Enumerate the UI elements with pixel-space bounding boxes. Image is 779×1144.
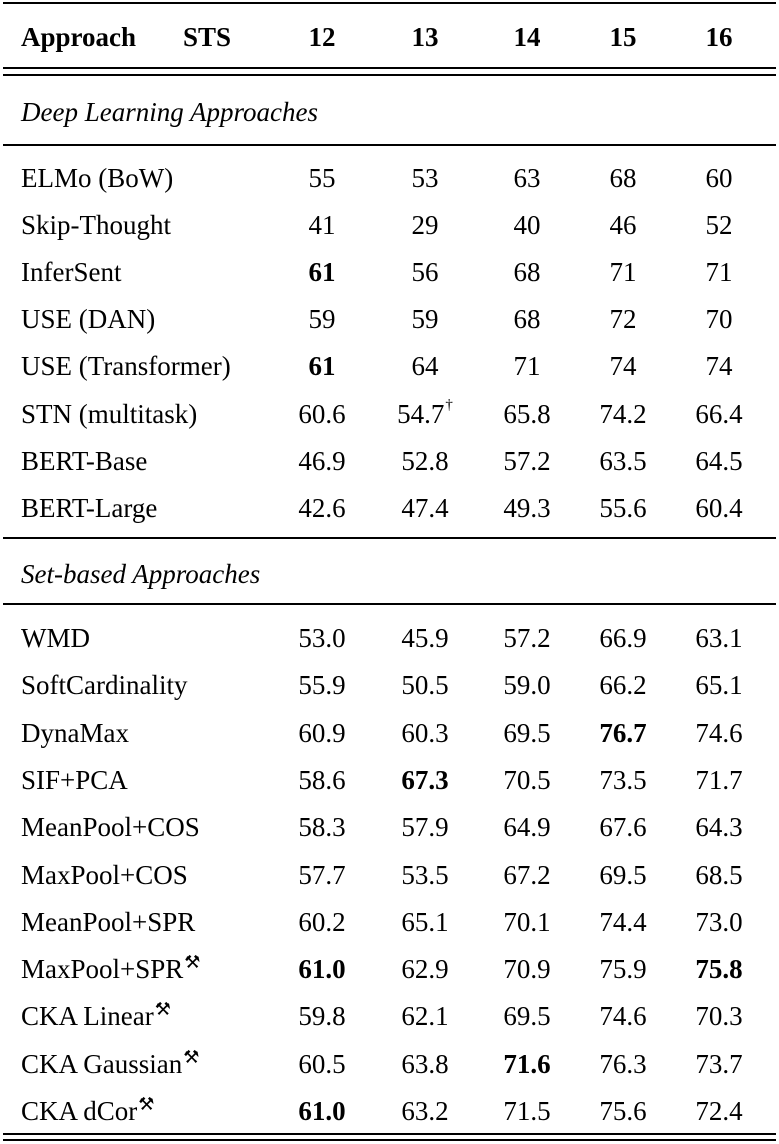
- score-value: 57.7: [298, 859, 346, 890]
- score-cell-sts16: [669, 807, 769, 847]
- approach-name-text: SoftCardinality: [21, 670, 188, 701]
- score-value: 56: [411, 257, 439, 288]
- approach-name-text: BERT-Base: [21, 445, 148, 476]
- score-cell-sts13: [375, 488, 475, 528]
- score-value: 62.9: [401, 954, 449, 985]
- score-cell-sts14: [477, 299, 577, 339]
- score-cell-sts13: [375, 1044, 475, 1084]
- score-value: 72.4: [695, 1096, 743, 1126]
- score-cell-sts12: [272, 252, 372, 292]
- table-row: [0, 996, 779, 1036]
- score-cell-sts14: [477, 346, 577, 386]
- score-value: 68.5: [695, 859, 743, 890]
- score-cell-sts14: [477, 855, 577, 895]
- score-value: 52: [705, 210, 733, 241]
- table-row: [0, 760, 779, 800]
- dagger-footnote-mark: †: [445, 396, 453, 413]
- score-cell-sts14: [477, 760, 577, 800]
- score-cell-sts13: [375, 1091, 475, 1131]
- score-cell-sts16: [669, 488, 769, 528]
- score-value: 61.0: [298, 954, 346, 985]
- score-value: 70.1: [503, 906, 551, 937]
- score-value: 61: [308, 351, 336, 382]
- score-value: 65.8: [503, 398, 551, 429]
- score-cell-sts14: [477, 949, 577, 989]
- bottom-double-rule-bottom: [3, 1139, 776, 1141]
- score-value: 59.0: [503, 670, 551, 701]
- approach-name-text: CKA dCor: [21, 1096, 138, 1126]
- score-value: 49.3: [503, 492, 551, 523]
- score-value: 68: [513, 304, 541, 335]
- score-value: 64: [411, 351, 439, 382]
- row-approach-name: [21, 760, 128, 800]
- score-cell-sts13: [375, 158, 475, 198]
- score-cell-sts12: [272, 949, 372, 989]
- row-approach-name: [21, 807, 200, 847]
- row-approach-name: [21, 488, 157, 528]
- row-approach-name: [21, 441, 147, 481]
- score-value: 63.1: [695, 623, 743, 653]
- table-row: [0, 618, 779, 658]
- score-cell-sts16: [669, 713, 769, 753]
- score-value: 41: [308, 210, 336, 241]
- row-approach-name: [21, 346, 231, 386]
- table-row: [0, 807, 779, 847]
- score-cell-sts13: [375, 665, 475, 705]
- score-cell-sts12: [272, 760, 372, 800]
- score-cell-sts15: [573, 346, 673, 386]
- score-cell-sts12: [272, 205, 372, 245]
- score-cell-sts15: [573, 713, 673, 753]
- score-cell-sts15: [573, 618, 673, 658]
- score-value: 60.4: [695, 492, 743, 523]
- score-value: 68: [609, 163, 637, 193]
- score-cell-sts15: [573, 158, 673, 198]
- table-row: [0, 1091, 779, 1131]
- score-value: 71: [705, 257, 733, 288]
- row-approach-name: [21, 949, 200, 989]
- score-value: 67.2: [503, 859, 551, 890]
- table-row: [0, 394, 779, 434]
- score-cell-sts14: [477, 713, 577, 753]
- score-value: 74: [609, 351, 637, 382]
- score-value: 65.1: [695, 670, 743, 701]
- score-value: 76.7: [599, 717, 647, 748]
- table-row: [0, 205, 779, 245]
- score-cell-sts13: [375, 807, 475, 847]
- score-cell-sts14: [477, 996, 577, 1036]
- score-value: 74.6: [599, 1001, 647, 1032]
- score-cell-sts13: [375, 713, 475, 753]
- approach-name-text: USE (Transformer): [21, 351, 231, 382]
- table-row: [0, 441, 779, 481]
- header-double-rule-top: [3, 67, 776, 69]
- score-cell-sts12: [272, 441, 372, 481]
- score-value: 52.8: [401, 445, 449, 476]
- score-value: 73.5: [599, 764, 647, 795]
- row-approach-name: [21, 902, 195, 942]
- score-value: 73.7: [695, 1048, 743, 1079]
- row-approach-name: [21, 1091, 154, 1131]
- score-cell-sts12: [272, 996, 372, 1036]
- header-double-rule-bottom: [3, 74, 776, 76]
- score-value: 66.9: [599, 623, 647, 653]
- approach-name-text: DynaMax: [21, 717, 129, 748]
- score-cell-sts13: [375, 855, 475, 895]
- section-title-deep-learning: Deep Learning Approaches: [21, 97, 318, 127]
- row-approach-name: [21, 713, 129, 753]
- score-cell-sts13: [375, 760, 475, 800]
- table-row: [0, 252, 779, 292]
- score-value: 54.7: [397, 398, 445, 429]
- score-value: 64.9: [503, 812, 551, 843]
- table-row: [0, 902, 779, 942]
- score-cell-sts15: [573, 488, 673, 528]
- approach-name-text: USE (DAN): [21, 304, 156, 335]
- score-value: 69.5: [503, 717, 551, 748]
- score-cell-sts16: [669, 441, 769, 481]
- score-value: 57.2: [503, 623, 551, 653]
- score-cell-sts15: [573, 252, 673, 292]
- score-cell-sts15: [573, 665, 673, 705]
- score-cell-sts14: [477, 252, 577, 292]
- score-value: 50.5: [401, 670, 449, 701]
- score-value: 67.6: [599, 812, 647, 843]
- score-cell-sts16: [669, 949, 769, 989]
- score-value: 66.2: [599, 670, 647, 701]
- score-value: 53: [411, 163, 439, 193]
- approach-name-text: ELMo (BoW): [21, 163, 174, 193]
- row-approach-name: [21, 665, 187, 705]
- score-value: 60.2: [298, 906, 346, 937]
- score-value: 74.4: [599, 906, 647, 937]
- score-value: 63.8: [401, 1048, 449, 1079]
- approach-name-text: SIF+PCA: [21, 764, 128, 795]
- score-cell-sts15: [573, 760, 673, 800]
- score-cell-sts12: [272, 618, 372, 658]
- score-cell-sts15: [573, 441, 673, 481]
- score-value: 42.6: [298, 492, 346, 523]
- table-row: [0, 713, 779, 753]
- score-value: 69.5: [599, 859, 647, 890]
- header-row: [0, 17, 779, 57]
- row-approach-name: [21, 618, 90, 658]
- score-value: 61.0: [298, 1096, 346, 1126]
- header-sts: STS: [183, 22, 232, 52]
- section-rule-set-based: [3, 603, 776, 605]
- table-row: [0, 665, 779, 705]
- score-value: 58.3: [298, 812, 346, 843]
- score-cell-sts16: [669, 665, 769, 705]
- score-cell-sts14: [477, 205, 577, 245]
- score-cell-sts14: [477, 488, 577, 528]
- section-separator-rule: [3, 537, 776, 539]
- score-cell-sts15: [573, 394, 673, 434]
- score-value: 59: [411, 304, 439, 335]
- header-col-16: 16: [705, 22, 733, 52]
- score-cell-sts13: [375, 394, 475, 434]
- approach-name-text: CKA Gaussian: [21, 1048, 183, 1079]
- score-value: 74: [705, 351, 733, 382]
- score-cell-sts14: [477, 618, 577, 658]
- score-cell-sts16: [669, 996, 769, 1036]
- score-cell-sts14: [477, 158, 577, 198]
- score-value: 70.5: [503, 764, 551, 795]
- score-cell-sts12: [272, 902, 372, 942]
- hammer-pick-icon: ⚒: [154, 999, 171, 1020]
- score-value: 58.6: [298, 764, 346, 795]
- header-col-12: 12: [308, 22, 336, 52]
- score-value: 45.9: [401, 623, 449, 653]
- score-value: 61: [308, 257, 336, 288]
- score-value: 29: [411, 210, 439, 241]
- score-cell-sts14: [477, 902, 577, 942]
- score-value: 53.5: [401, 859, 449, 890]
- score-cell-sts13: [375, 205, 475, 245]
- approach-name-text: MaxPool+COS: [21, 859, 188, 890]
- score-value: 60.5: [298, 1048, 346, 1079]
- hammer-pick-icon: ⚒: [184, 952, 201, 973]
- score-cell-sts13: [375, 949, 475, 989]
- score-cell-sts12: [272, 713, 372, 753]
- hammer-pick-icon: ⚒: [138, 1094, 155, 1114]
- score-cell-sts12: [272, 346, 372, 386]
- table-row: [0, 346, 779, 386]
- row-approach-name: [21, 299, 155, 339]
- score-value: 71.6: [503, 1048, 551, 1079]
- approach-name-text: WMD: [21, 623, 90, 653]
- score-value: 70.3: [695, 1001, 743, 1032]
- score-cell-sts14: [477, 665, 577, 705]
- score-cell-sts16: [669, 618, 769, 658]
- score-cell-sts14: [477, 441, 577, 481]
- header-col-13: 13: [411, 22, 439, 52]
- section-rule-deep-learning: [3, 144, 776, 146]
- score-cell-sts13: [375, 346, 475, 386]
- score-cell-sts16: [669, 252, 769, 292]
- score-cell-sts15: [573, 1044, 673, 1084]
- score-cell-sts12: [272, 855, 372, 895]
- score-cell-sts15: [573, 1091, 673, 1131]
- score-value: 55.9: [298, 670, 346, 701]
- score-value: 68: [513, 257, 541, 288]
- table-row: [0, 855, 779, 895]
- score-cell-sts13: [375, 902, 475, 942]
- score-value: 76.3: [599, 1048, 647, 1079]
- approach-name-text: MaxPool+SPR: [21, 954, 184, 985]
- score-cell-sts15: [573, 205, 673, 245]
- score-value: 71.5: [503, 1096, 551, 1126]
- score-value: 65.1: [401, 906, 449, 937]
- score-cell-sts14: [477, 1091, 577, 1131]
- score-value: 46.9: [298, 445, 346, 476]
- section-title-set-based: Set-based Approaches: [21, 559, 261, 589]
- score-cell-sts16: [669, 299, 769, 339]
- score-value: 67.3: [401, 764, 449, 795]
- score-value: 71: [609, 257, 637, 288]
- score-value: 75.8: [695, 954, 743, 985]
- score-cell-sts16: [669, 158, 769, 198]
- score-cell-sts13: [375, 252, 475, 292]
- score-cell-sts16: [669, 1091, 769, 1131]
- score-value: 71.7: [695, 764, 743, 795]
- score-cell-sts16: [669, 394, 769, 434]
- row-approach-name: [21, 1044, 199, 1084]
- score-cell-sts13: [375, 299, 475, 339]
- row-approach-name: [21, 158, 173, 198]
- approach-name-text: Skip-Thought: [21, 210, 172, 241]
- score-cell-sts16: [669, 855, 769, 895]
- score-value: 63.2: [401, 1096, 449, 1126]
- score-cell-sts13: [375, 618, 475, 658]
- score-value: 64.3: [695, 812, 743, 843]
- row-approach-name: [21, 252, 121, 292]
- score-cell-sts15: [573, 299, 673, 339]
- approach-name-text: CKA Linear: [21, 1001, 154, 1032]
- score-value: 59: [308, 304, 336, 335]
- score-value: 71: [513, 351, 541, 382]
- score-cell-sts16: [669, 1044, 769, 1084]
- row-approach-name: [21, 205, 171, 245]
- score-cell-sts13: [375, 996, 475, 1036]
- score-cell-sts12: [272, 158, 372, 198]
- score-cell-sts14: [477, 807, 577, 847]
- score-cell-sts16: [669, 760, 769, 800]
- score-cell-sts12: [272, 394, 372, 434]
- score-value: 47.4: [401, 492, 449, 523]
- score-value: 60.9: [298, 717, 346, 748]
- score-cell-sts12: [272, 665, 372, 705]
- score-value: 57.9: [401, 812, 449, 843]
- score-cell-sts15: [573, 807, 673, 847]
- score-value: 74.6: [695, 717, 743, 748]
- score-value: 64.5: [695, 445, 743, 476]
- score-value: 69.5: [503, 1001, 551, 1032]
- bottom-double-rule-top: [3, 1133, 776, 1135]
- score-cell-sts16: [669, 346, 769, 386]
- table-row: [0, 1044, 779, 1084]
- score-cell-sts15: [573, 949, 673, 989]
- score-value: 74.2: [599, 398, 647, 429]
- score-cell-sts12: [272, 1044, 372, 1084]
- score-value: 62.1: [401, 1001, 449, 1032]
- score-value: 63: [513, 163, 541, 193]
- score-value: 63.5: [599, 445, 647, 476]
- score-value: 70: [705, 304, 733, 335]
- score-cell-sts15: [573, 996, 673, 1036]
- score-cell-sts12: [272, 488, 372, 528]
- score-value: 53.0: [298, 623, 346, 653]
- score-value: 75.6: [599, 1096, 647, 1126]
- score-value: 72: [609, 304, 637, 335]
- table-row: [0, 299, 779, 339]
- score-value: 46: [609, 210, 637, 241]
- score-cell-sts12: [272, 1091, 372, 1131]
- score-value: 60: [705, 163, 733, 193]
- header-col-14: 14: [513, 22, 541, 52]
- table-row: [0, 949, 779, 989]
- row-approach-name: [21, 394, 197, 434]
- score-value: 59.8: [298, 1001, 346, 1032]
- score-cell-sts16: [669, 902, 769, 942]
- score-cell-sts15: [573, 902, 673, 942]
- score-value: 55.6: [599, 492, 647, 523]
- header-approach: Approach: [21, 22, 137, 52]
- top-rule: [3, 2, 776, 4]
- score-cell-sts15: [573, 855, 673, 895]
- score-cell-sts14: [477, 394, 577, 434]
- score-cell-sts13: [375, 441, 475, 481]
- row-approach-name: [21, 855, 188, 895]
- header-col-15: 15: [609, 22, 637, 52]
- approach-name-text: BERT-Large: [21, 492, 158, 523]
- approach-name-text: STN (multitask): [21, 398, 198, 429]
- score-cell-sts14: [477, 1044, 577, 1084]
- score-cell-sts16: [669, 205, 769, 245]
- approach-name-text: MeanPool+SPR: [21, 906, 196, 937]
- score-value: 57.2: [503, 445, 551, 476]
- score-value: 70.9: [503, 954, 551, 985]
- approach-name-text: MeanPool+COS: [21, 812, 200, 843]
- score-value: 60.6: [298, 398, 346, 429]
- table-row: [0, 158, 779, 198]
- score-cell-sts12: [272, 807, 372, 847]
- score-value: 40: [513, 210, 541, 241]
- score-value: 55: [308, 163, 336, 193]
- score-cell-sts12: [272, 299, 372, 339]
- score-value: 73.0: [695, 906, 743, 937]
- approach-name-text: InferSent: [21, 257, 122, 288]
- score-value: 60.3: [401, 717, 449, 748]
- row-approach-name: [21, 996, 171, 1036]
- score-value: 66.4: [695, 398, 743, 429]
- score-value: 75.9: [599, 954, 647, 985]
- table-row: [0, 488, 779, 528]
- hammer-pick-icon: ⚒: [183, 1046, 200, 1067]
